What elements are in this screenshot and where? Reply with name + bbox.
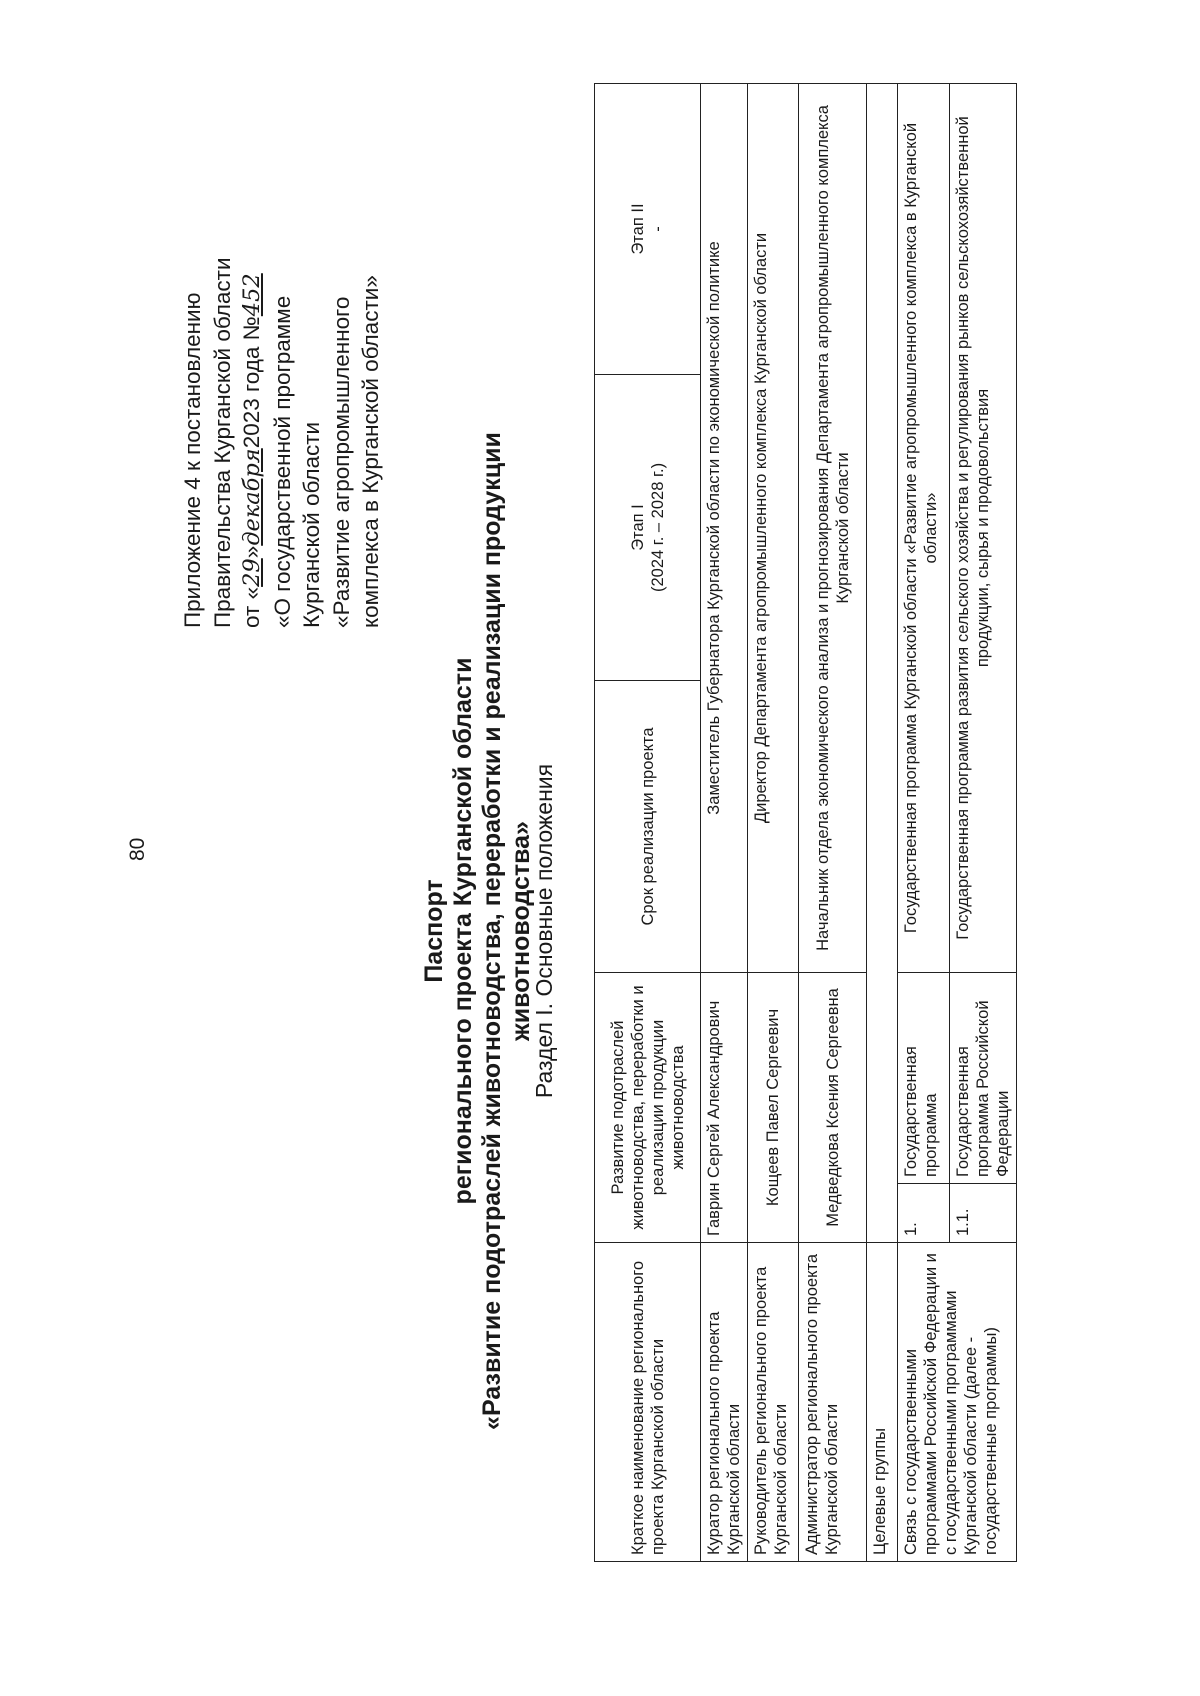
table-row (748, 83, 799, 1561)
section-title: Раздел I. Основные положения (531, 763, 557, 1099)
stage2-value: - (648, 226, 667, 232)
page-number: 80 (126, 837, 149, 861)
short-name-label: Краткое наименование регионального проекта Курганской области (595, 1243, 701, 1562)
stage1-cell (595, 374, 701, 680)
appendix-line: комплекса в Курганской области» (358, 275, 383, 628)
program-name: Государственная программа развития сельского хозяйства и регулирования рынков сельскохозяйственной продукции, сырья и продовольствия (950, 83, 1017, 972)
appendix-date-line (237, 28, 268, 628)
program-name: Государственная программа Курганской области «Развитие агропромышленного комплекса в Курганской области» (898, 83, 950, 972)
document-title (420, 356, 536, 1506)
stage1-period: (2024 г. – 2028 г.) (648, 462, 667, 593)
date-prefix: от « (239, 586, 264, 628)
curator-label: Куратор регионального проекта Курганской области (701, 1243, 748, 1562)
table-row (898, 83, 950, 1561)
stage2-label: Этап II (628, 203, 647, 255)
admin-position: Начальник отдела экономического анализа и прогнозирования Департамента агропромышленного комплекса Курганской области (799, 83, 867, 972)
curator-position: Заместитель Губернатора Курганской области по экономической политике (701, 83, 748, 972)
target-groups-value (867, 83, 898, 1242)
appendix-line: Приложение 4 к постановлению (180, 292, 205, 628)
link-programs-label: Связь с государственными программами Российской Федерации и с государственными программами Курганской области (далее - государственные программы) (898, 1243, 1017, 1562)
program-type: Государственная программа (898, 972, 950, 1183)
head-name: Кощеев Павел Сергеевич (748, 972, 799, 1242)
program-num: 1.1. (950, 1184, 1017, 1243)
table-row (799, 83, 867, 1561)
admin-label: Администратор регионального проекта Курганской области (799, 1243, 867, 1562)
program-type: Государственная программа Российской Федерации (950, 972, 1017, 1183)
target-groups-label: Целевые группы (867, 1243, 898, 1562)
admin-name: Медведкова Ксения Сергеевна (799, 972, 867, 1242)
stage2-cell (595, 83, 701, 374)
term-label: Срок реализации проекта (595, 680, 701, 972)
date-year: 2023 года № (239, 316, 264, 449)
handwritten-number: 452 (239, 273, 265, 317)
stage1-label: Этап I (628, 504, 647, 551)
appendix-line: Правительства Курганской области (209, 257, 235, 628)
appendix-line: «О государственной программе (269, 295, 295, 628)
table-row (867, 83, 898, 1561)
title-line: «Развитие подотраслей животноводства, переработки и реализации продукции животноводства» (478, 432, 535, 1430)
curator-name: Гаврин Сергей Александрович (701, 972, 748, 1242)
appendix-line: Курганской области (299, 421, 324, 628)
passport-table (594, 83, 1017, 1562)
appendix-line: «Развитие агропромышленного (328, 296, 354, 628)
program-num: 1. (898, 1184, 950, 1243)
table-row (595, 83, 701, 1561)
appendix-block (178, 28, 386, 628)
head-label: Руководитель регионального проекта Курганской области (748, 1243, 799, 1562)
handwritten-month: декабря (239, 448, 265, 546)
head-position: Директор Департамента агропромышленного комплекса Курганской области (748, 83, 799, 972)
date-mid: » (239, 545, 264, 559)
table-row (701, 83, 748, 1561)
title-line: Паспорт (420, 879, 448, 983)
short-name-value: Развитие подотраслей животноводства, переработки и реализации продукции животноводства (595, 972, 701, 1242)
title-line: регионального проекта Курганской области (449, 657, 477, 1205)
handwritten-day: 29 (239, 558, 265, 587)
